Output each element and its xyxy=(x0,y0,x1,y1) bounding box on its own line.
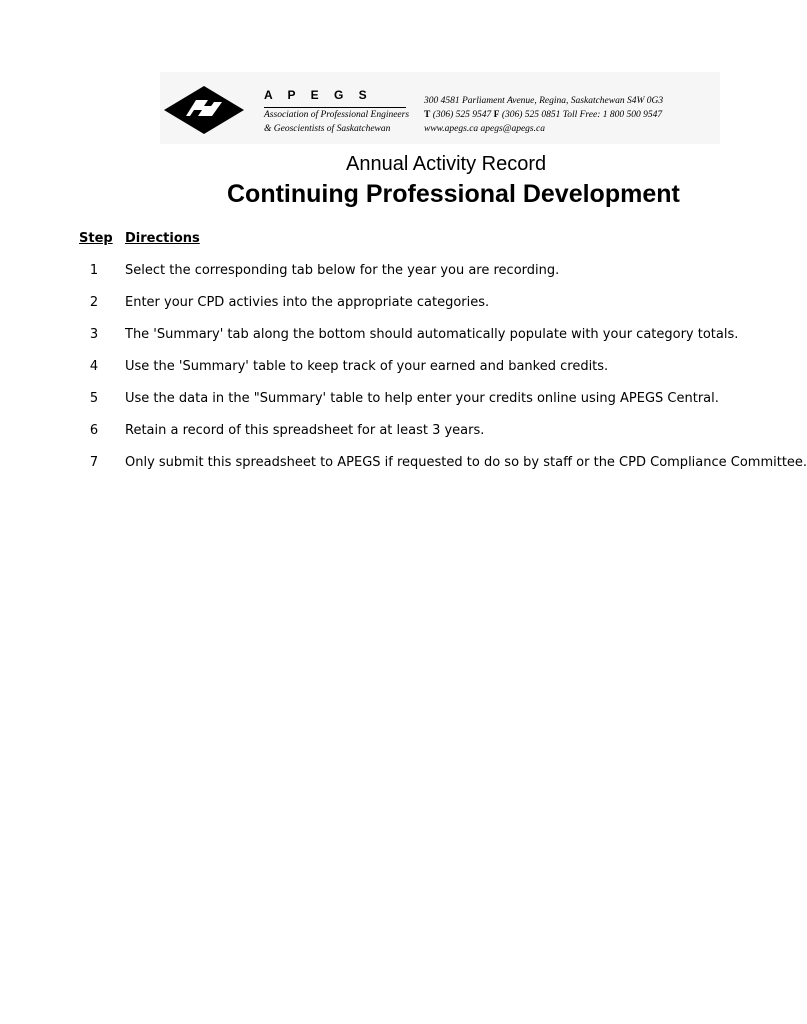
column-header-directions: Directions xyxy=(125,231,200,246)
step-number: 6 xyxy=(89,423,99,438)
step-number: 3 xyxy=(89,327,99,342)
org-name-line-1: Association of Professional Engineers xyxy=(264,110,410,120)
direction-text: The 'Summary' tab along the bottom should automatically populate with your category totals. xyxy=(125,327,739,342)
direction-row xyxy=(0,423,662,443)
contact-web: www.apegs.ca apegs@apegs.ca xyxy=(424,124,545,134)
direction-text: Retain a record of this spreadsheet for at least 3 years. xyxy=(125,423,485,438)
direction-text: Use the 'Summary' table to keep track of your earned and banked credits. xyxy=(125,359,609,374)
org-acronym: A P E G S xyxy=(264,88,373,102)
direction-text: Only submit this spreadsheet to APEGS if requested to do so by staff or the CPD Compliance Committee. xyxy=(125,455,807,470)
phone-number: (306) 525 9547 xyxy=(432,110,492,120)
direction-text: Enter your CPD activies into the appropriate categories. xyxy=(125,295,490,310)
fax-label: F xyxy=(493,110,500,120)
column-header-step: Step xyxy=(79,231,113,246)
direction-row xyxy=(0,359,662,379)
document-title: Continuing Professional Development xyxy=(227,180,680,208)
direction-row xyxy=(0,327,739,347)
fax-number: (306) 525 0851 Toll Free: 1 800 500 9547 xyxy=(501,110,663,120)
step-number: 5 xyxy=(89,391,99,406)
phone-label: T xyxy=(424,110,431,120)
step-number: 7 xyxy=(89,455,99,470)
letterhead xyxy=(160,72,720,144)
step-number: 4 xyxy=(89,359,99,374)
step-number: 2 xyxy=(89,295,99,310)
direction-row xyxy=(0,455,807,475)
contact-address: 300 4581 Parliament Avenue, Regina, Saskatchewan S4W 0G3 xyxy=(424,96,664,106)
direction-row xyxy=(0,263,662,283)
document-subtitle: Annual Activity Record xyxy=(346,153,547,175)
direction-row xyxy=(0,295,662,315)
contact-phone-line xyxy=(424,110,662,120)
direction-text: Use the data in the "Summary' table to help enter your credits online using APEGS Central. xyxy=(125,391,719,406)
direction-text: Select the corresponding tab below for the year you are recording. xyxy=(125,263,560,278)
letterhead-divider xyxy=(264,107,406,108)
direction-row xyxy=(0,391,719,411)
org-name-line-2: & Geoscientists of Saskatchewan xyxy=(264,124,391,134)
step-number: 1 xyxy=(89,263,99,278)
apegs-logo-icon xyxy=(164,86,244,134)
